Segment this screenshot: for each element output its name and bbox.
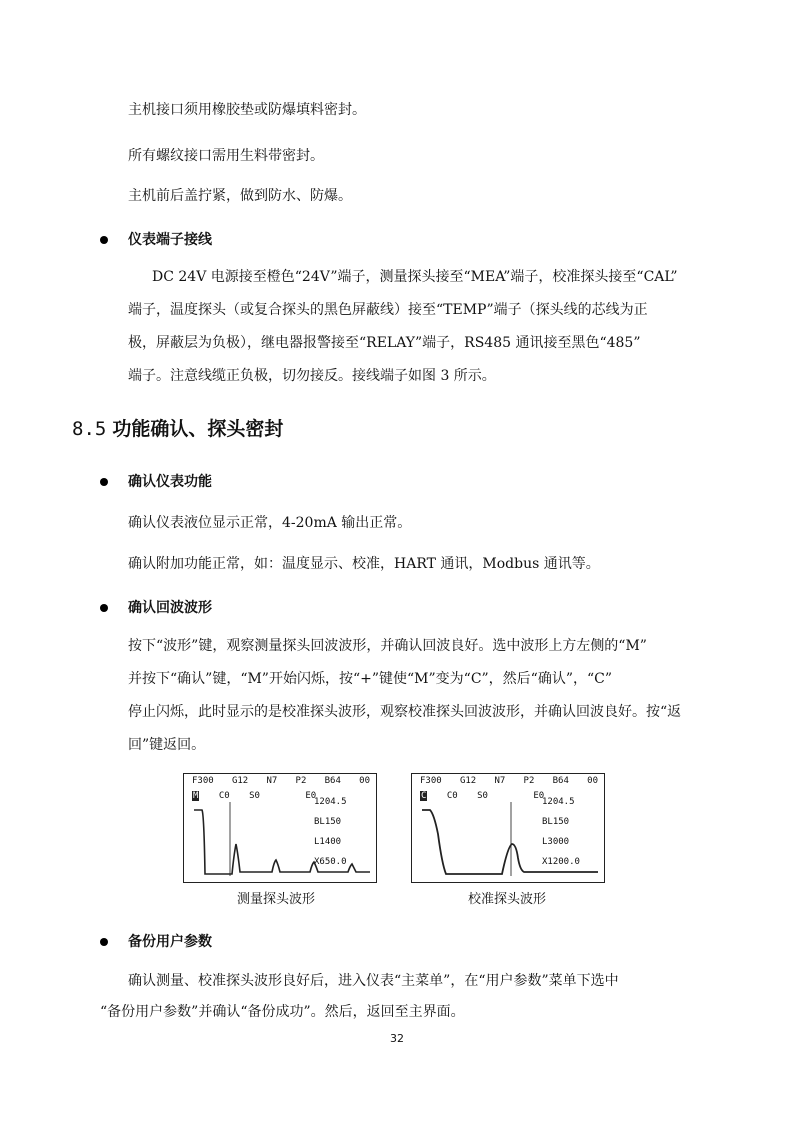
waveform-trace	[412, 774, 604, 882]
bullet-item-terminal	[100, 230, 212, 250]
text-line: 确认附加功能正常，如：温度显示、校准，HART 通讯，Modbus 通讯等。	[128, 556, 600, 572]
waveform-trace	[184, 774, 376, 882]
scope-field: B64	[552, 776, 569, 786]
scope-field: F300	[192, 776, 214, 786]
bullet-item-waveform	[100, 598, 212, 618]
readout-value: X1200.0	[542, 857, 580, 867]
readout-value: X650.0	[314, 857, 347, 867]
scope-field: S0	[249, 791, 260, 801]
scope-field: B64	[324, 776, 341, 786]
text-line: 所有螺纹接口需用生料带密封。	[128, 148, 324, 164]
scope-field: G12	[231, 776, 249, 786]
text-line: 主机前后盖拧紧，做到防水、防爆。	[128, 188, 352, 204]
scope-field: C0	[218, 791, 230, 801]
waveform-screen-calibrate	[411, 773, 605, 883]
section-heading	[72, 414, 283, 441]
figure-caption: 测量探头波形	[237, 892, 316, 907]
figure-caption: 校准探头波形	[468, 892, 547, 907]
readout-value: BL150	[542, 817, 570, 827]
text-line: 极，屏蔽层为负极），继电器报警接至“RELAY”端子，RS485 通讯接至黑色“485”	[128, 335, 641, 351]
scope-field: P2	[295, 776, 307, 786]
scope-field: S0	[477, 791, 488, 801]
bullet-icon	[100, 478, 108, 486]
mode-indicator: C	[421, 791, 427, 801]
scope-field: 00	[359, 776, 370, 786]
bullet-label: 确认仪表功能	[128, 474, 212, 490]
scope-field: C0	[446, 791, 458, 801]
text-line: 停止闪烁，此时显示的是校准探头波形，观察校准探头回波波形，并确认回波良好。按“返	[128, 704, 682, 720]
section-title: 功能确认、探头密封	[112, 418, 284, 440]
readout-value: L3000	[542, 837, 570, 847]
bullet-item-confirm	[100, 472, 212, 492]
page-number: 32	[390, 1032, 404, 1045]
text-line: 主机接口须用橡胶垫或防爆填料密封。	[128, 102, 366, 118]
text-line: 确认仪表液位显示正常，4-20mA 输出正常。	[128, 515, 412, 531]
text-line: “备份用户参数”并确认“备份成功”。然后，返回至主界面。	[100, 1004, 465, 1020]
bullet-label: 仪表端子接线	[128, 232, 212, 248]
readout-value: BL150	[314, 817, 342, 827]
scope-field: P2	[523, 776, 535, 786]
scope-field: E0	[305, 791, 317, 801]
scope-field: G12	[459, 776, 477, 786]
readout-value: L1400	[314, 837, 342, 847]
section-number: 8.5	[72, 418, 107, 440]
bullet-label: 确认回波波形	[128, 600, 212, 616]
text-line: 按下“波形”键，观察测量探头回波波形，并确认回波良好。选中波形上方左侧的“M”	[128, 638, 647, 654]
mode-indicator: M	[193, 791, 199, 801]
scope-field: F300	[420, 776, 442, 786]
readout-value: 1204.5	[542, 797, 575, 807]
readout-value: 1204.5	[314, 797, 347, 807]
bullet-icon	[100, 236, 108, 244]
scope-field: N7	[266, 776, 278, 786]
waveform-screen-measure	[183, 773, 377, 883]
text-line: 端子。注意线缆正负极，切勿接反。接线端子如图 3 所示。	[128, 368, 496, 384]
scope-field: N7	[494, 776, 506, 786]
bullet-icon	[100, 604, 108, 612]
text-line: 确认测量、校准探头波形良好后，进入仪表“主菜单”，在“用户参数”菜单下选中	[128, 973, 619, 989]
text-line: DC 24V 电源接至橙色“24V”端子，测量探头接至“MEA”端子，校准探头接至“CAL”	[152, 269, 678, 285]
bullet-label: 备份用户参数	[128, 934, 212, 950]
scope-field: E0	[533, 791, 545, 801]
bullet-item-backup	[100, 932, 212, 952]
text-line: 端子，温度探头（或复合探头的黑色屏蔽线）接至“TEMP”端子（探头线的芯线为正	[128, 302, 648, 318]
text-line: 回”键返回。	[128, 737, 206, 753]
text-line: 并按下“确认”键，“M”开始闪烁，按“+”键使“M”变为“C”，然后“确认”，“C”	[128, 671, 613, 687]
bullet-icon	[100, 938, 108, 946]
scope-field: 00	[587, 776, 598, 786]
